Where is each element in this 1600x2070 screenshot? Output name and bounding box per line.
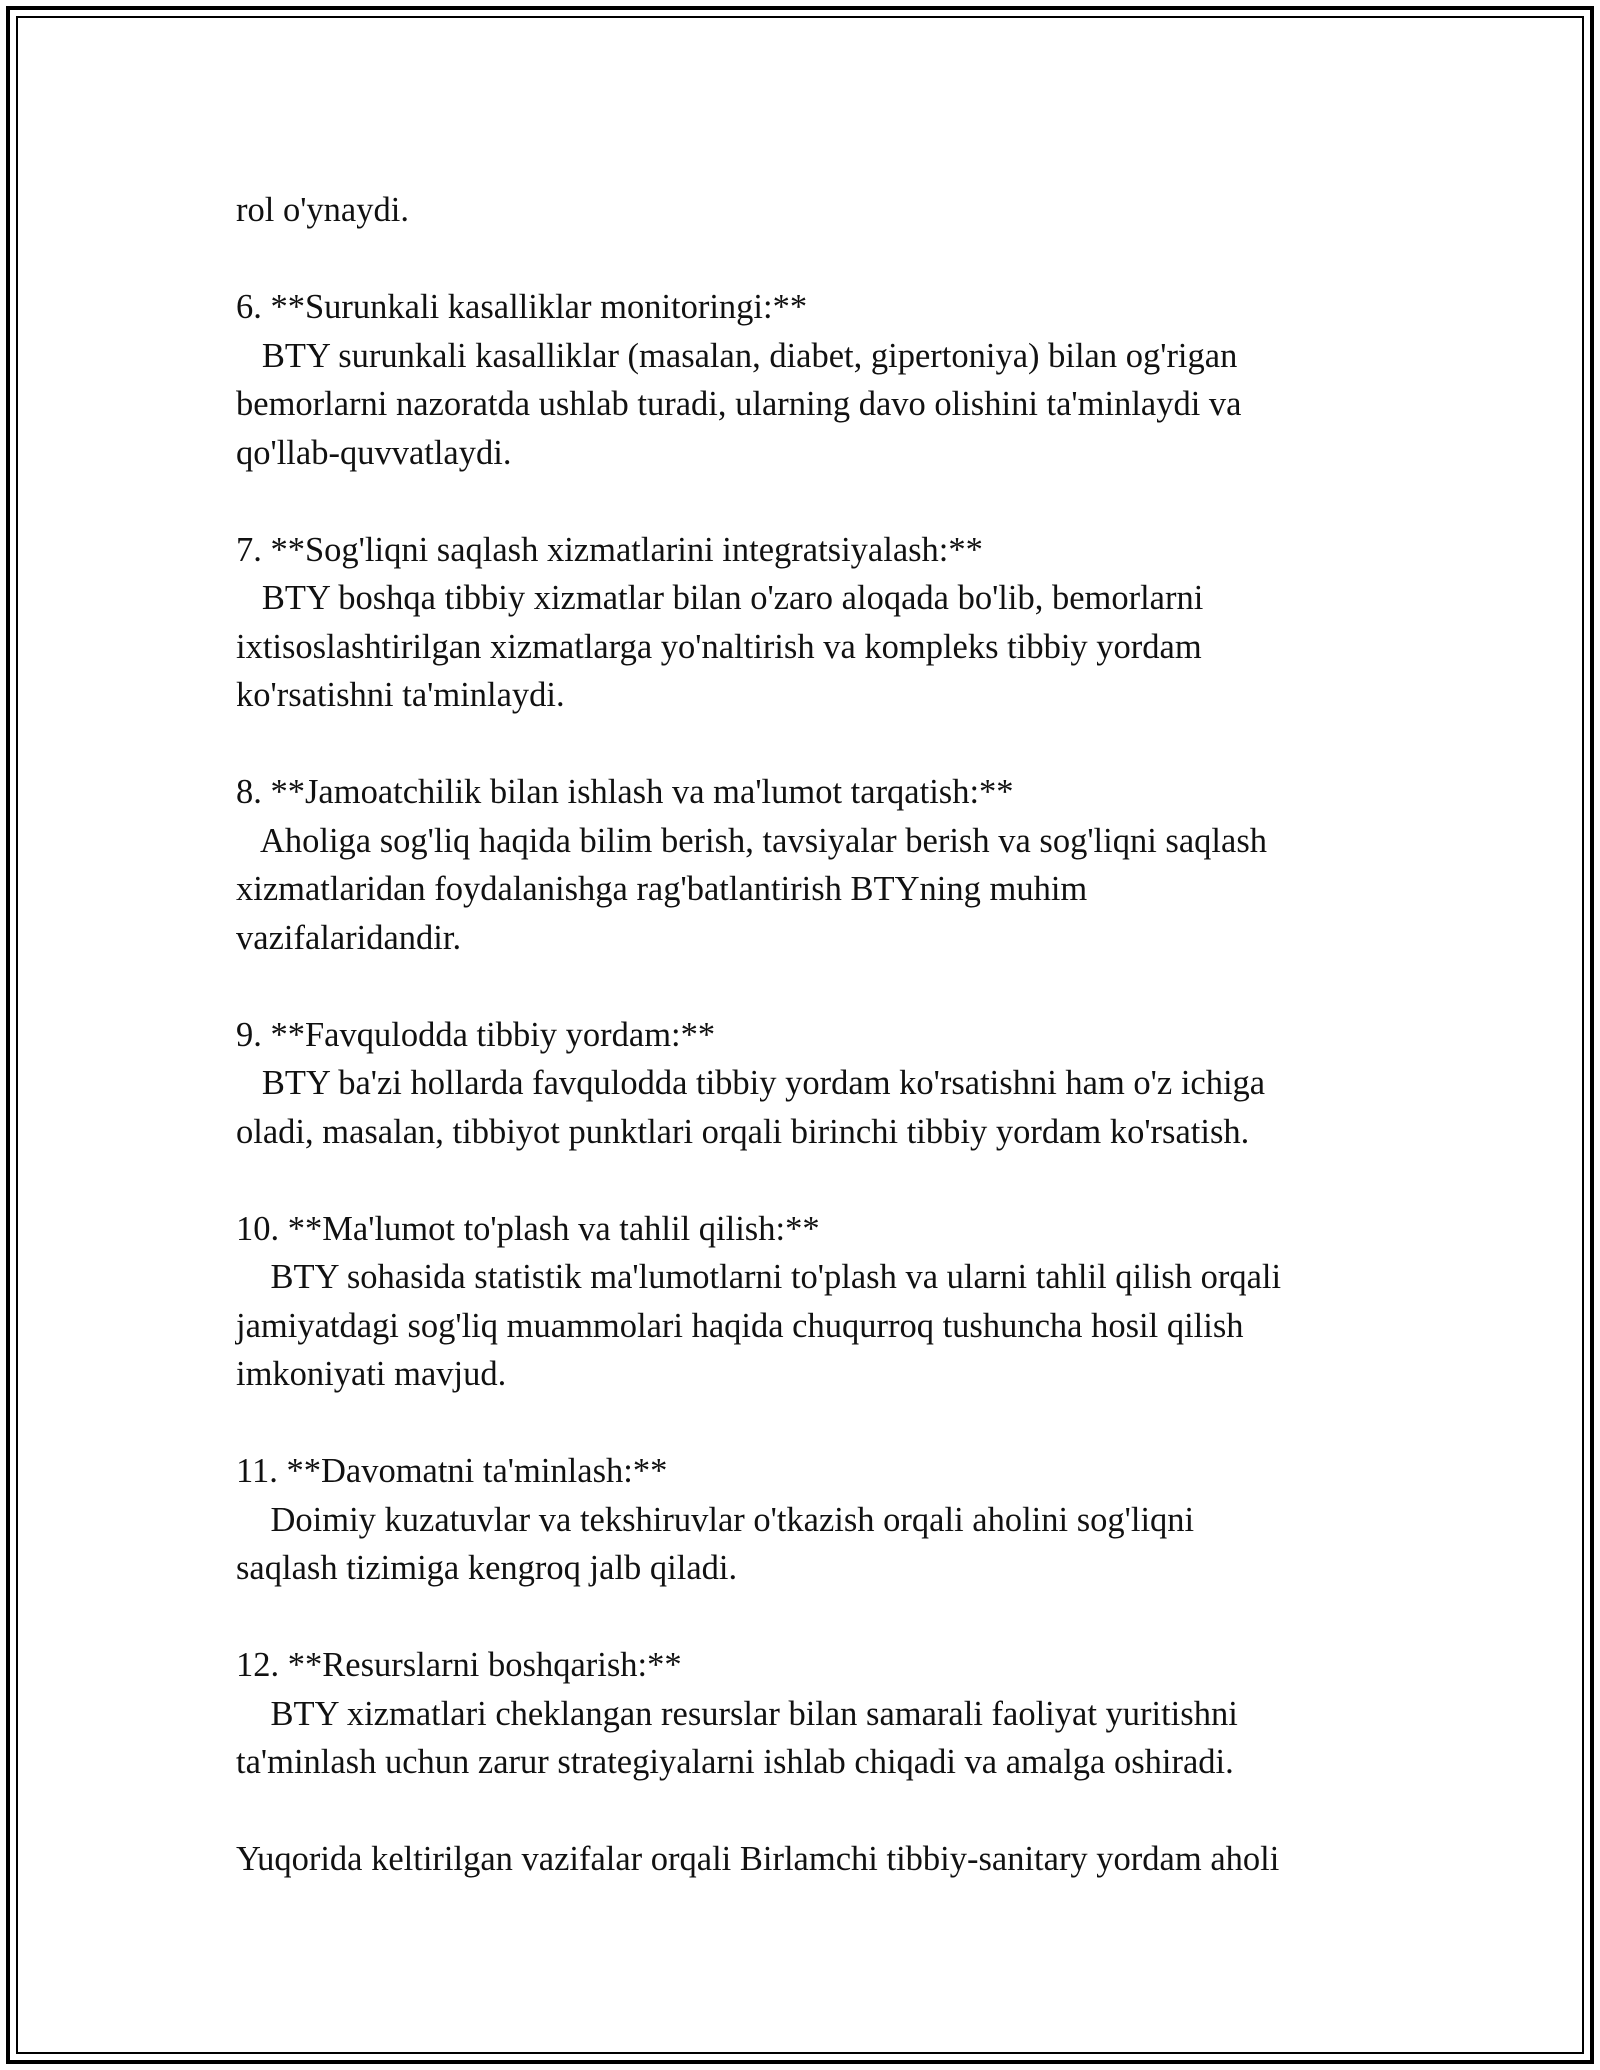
text-line: BTY xizmatlari cheklangan resurslar bilan samarali faoliyat yuritishni [236,1694,1238,1733]
text-line: ta'minlash uchun zarur strategiyalarni ishlab chiqadi va amalga oshiradi. [236,1743,1234,1781]
text-line: ixtisoslashtirilgan xizmatlarga yo'naltirish va kompleks tibbiy yordam [236,627,1202,666]
section-heading: 8. **Jamoatchilik bilan ishlash va ma'lumot tarqatish:** [236,773,1014,811]
text-line: Yuqorida keltirilgan vazifalar orqali Birlamchi tibbiy-sanitary yordam aholi [236,1840,1280,1878]
paragraph-gap [236,1787,1376,1836]
section-heading: 6. **Surunkali kasalliklar monitoringi:** [236,288,808,326]
text-line: saqlash tizimiga kengroq jalb qiladi. [236,1549,738,1587]
text-line: BTY ba'zi hollarda favqulodda tibbiy yordam ko'rsatishni ham o'z ichiga [236,1064,1266,1102]
paragraph-gap [236,477,1376,526]
text-line: Aholiga sog'liq haqida bilim berish, tavsiyalar berish va sog'liqni saqlash [236,821,1267,860]
section-heading: 11. **Davomatni ta'minlash:** [236,1452,668,1490]
paragraph-gap [236,1156,1376,1205]
text-line: vazifalaridandir. [236,918,462,957]
text-line: xizmatlaridan foydalanishga rag'batlantirish BTYning muhim [236,870,1088,908]
paragraph-gap [236,720,1376,769]
paragraph-gap [236,1593,1376,1642]
document-body [236,186,1376,1884]
section-heading: 7. **Sog'liqni saqlash xizmatlarini integratsiyalash:** [236,530,983,569]
section-heading: 12. **Resurslarni boshqarish:** [236,1646,682,1684]
text-line: Doimiy kuzatuvlar va tekshiruvlar o'tkazish orqali aholini sog'liqni [236,1500,1195,1539]
text-line: rol o'ynaydi. [236,191,409,229]
text-line: BTY boshqa tibbiy xizmatlar bilan o'zaro aloqada bo'lib, bemorlarni [236,579,1204,617]
paragraph-gap [236,1399,1376,1448]
text-line: qo'llab-quvvatlaydi. [236,433,512,472]
paragraph-gap [236,235,1376,284]
text-line: BTY sohasida statistik ma'lumotlarni to'plash va ularni tahlil qilish orqali [236,1258,1282,1296]
text-line: ko'rsatishni ta'minlaydi. [236,676,565,714]
paragraph-gap [236,962,1376,1011]
text-line: bemorlarni nazoratda ushlab turadi, ularning davo olishini ta'minlaydi va [236,385,1242,423]
text-line: jamiyatdagi sog'liq muammolari haqida chuqurroq tushuncha hosil qilish [236,1306,1244,1345]
text-line: oladi, masalan, tibbiyot punktlari orqali birinchi tibbiy yordam ko'rsatish. [236,1112,1250,1151]
text-line: BTY surunkali kasalliklar (masalan, diabet, gipertoniya) bilan og'rigan [236,336,1238,375]
text-line: imkoniyati mavjud. [236,1355,507,1393]
section-heading: 10. **Ma'lumot to'plash va tahlil qilish:** [236,1209,820,1248]
section-heading: 9. **Favqulodda tibbiy yordam:** [236,1015,716,1054]
